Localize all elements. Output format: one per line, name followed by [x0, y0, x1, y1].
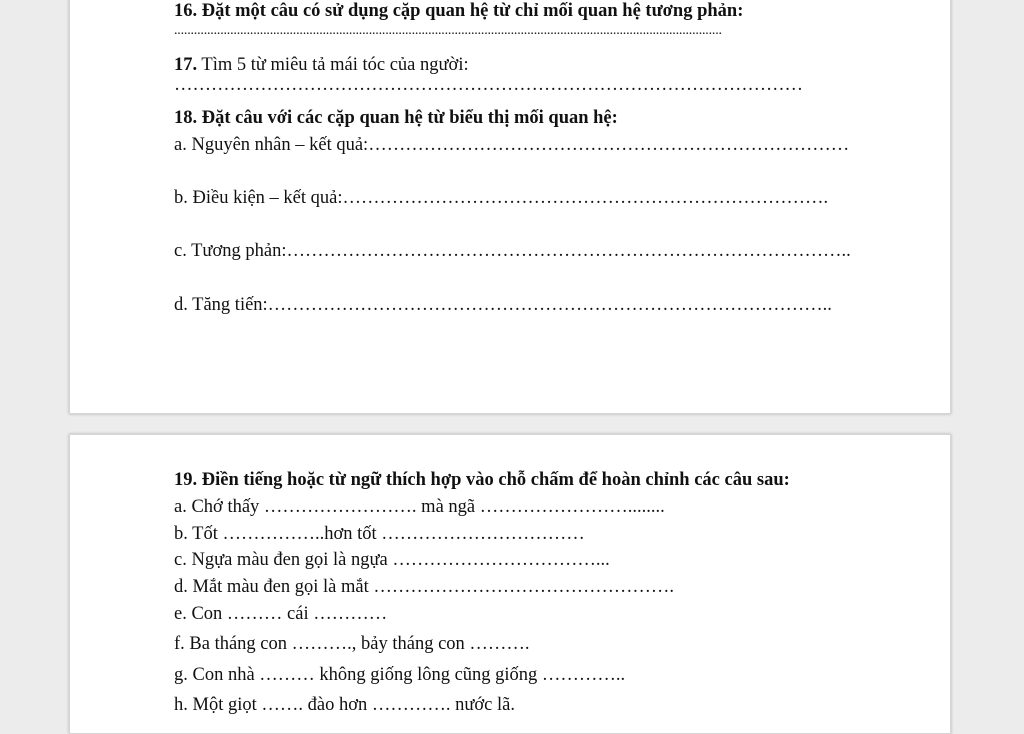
question-17-answer-line: ………………………………………………………………………………………… [174, 75, 803, 95]
question-19-item-d: d. Mắt màu đen gọi là mắt …………………………………………. [174, 577, 674, 597]
question-17-number: 17. [174, 55, 198, 75]
question-19-item-g: g. Con nhà ……… không giống lông cũng giống ………….. [174, 665, 626, 685]
question-18-item-b: b. Điều kiện – kết quả:……………………………………………………………………. [174, 188, 829, 208]
question-19-item-h: h. Một giọt ……. đào hơn …………. nước lã. [174, 695, 515, 715]
question-18-item-d: d. Tăng tiến:……………………………………………………………………………….. [174, 295, 832, 315]
question-18-title: 18. Đặt câu với các cặp quan hệ từ biểu thị mối quan hệ: [174, 108, 618, 128]
question-16-title: 16. Đặt một câu có sử dụng cặp quan hệ từ chỉ mối quan hệ tương phản: [174, 1, 744, 21]
document-page-1 [69, 0, 951, 414]
question-18-item-c: c. Tương phản:……………………………………………………………………………….. [174, 241, 851, 261]
question-19-item-b: b. Tốt ……………..hơn tốt …………………………… [174, 524, 585, 544]
question-18-item-a: a. Nguyên nhân – kết quả:…………………………………………………………………… [174, 135, 850, 155]
question-17-text: Tìm 5 từ miêu tả mái tóc của người: [197, 55, 469, 75]
question-19-item-c: c. Ngựa màu đen gọi là ngựa ……………………………... [174, 550, 610, 570]
question-19-item-e: e. Con ……… cái ………… [174, 604, 388, 624]
document-page-2 [69, 434, 951, 734]
question-19-title: 19. Điền tiếng hoặc từ ngữ thích hợp vào chỗ chấm để hoàn chỉnh các câu sau: [174, 470, 790, 490]
question-16-answer-line: ...................................................................................................................................................................... [174, 23, 722, 38]
question-19-item-a: a. Chớ thấy ……………………. mà ngã ……………………........ [174, 497, 665, 517]
question-17-title [174, 54, 469, 76]
question-19-item-f: f. Ba tháng con ………., bảy tháng con ………. [174, 634, 530, 654]
